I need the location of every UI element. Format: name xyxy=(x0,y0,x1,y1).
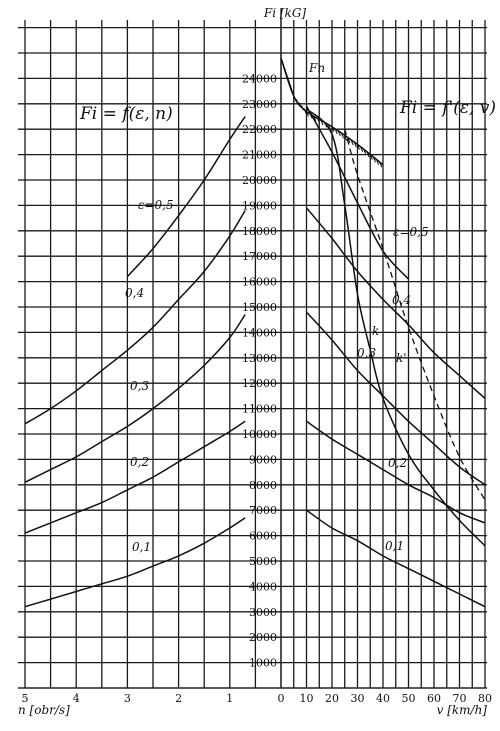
curve-k-prime-label: k' xyxy=(396,351,407,365)
right-x-tick-label: 10 xyxy=(299,692,314,705)
left-x-tick-label: 5 xyxy=(21,692,29,705)
left-x-tick-label: 2 xyxy=(175,692,183,705)
y-tick-label: 17000 xyxy=(242,250,277,264)
curve-k-prime xyxy=(345,129,485,500)
y-tick-label: 16000 xyxy=(242,275,277,289)
y-tick-label: 20000 xyxy=(242,174,277,187)
y-tick-label: 12000 xyxy=(242,377,277,391)
left-x-tick-label: 1 xyxy=(226,692,234,705)
right-x-tick-label: 20 xyxy=(325,692,339,705)
y-tick-label: 19000 xyxy=(242,199,277,213)
left-series-label: 0,1 xyxy=(132,540,152,554)
y-tick-label: 3000 xyxy=(249,605,277,619)
right-x-tick-label: 70 xyxy=(452,692,467,705)
right-formula: Fi = f'(ε, v) xyxy=(400,98,497,118)
left-x-tick-label: 3 xyxy=(123,692,131,705)
right-x-tick-label: 40 xyxy=(376,692,390,705)
left-x-axis-title: n [obr/s] xyxy=(18,703,70,717)
y-tick-label: 7000 xyxy=(249,504,277,518)
y-tick-label: 6000 xyxy=(249,529,277,543)
right-series-label: 0,3 xyxy=(357,346,377,360)
y-tick-label: 23000 xyxy=(242,97,277,111)
right-x-axis-title: v [km/h] xyxy=(436,703,487,717)
y-tick-label: 11000 xyxy=(242,402,277,416)
left-x-tick-label: 4 xyxy=(72,692,80,705)
left-series-label: 0,2 xyxy=(130,455,150,469)
left-series-0.1 xyxy=(25,518,245,607)
y-tick-label: 9000 xyxy=(249,453,277,467)
left-series-label: 0,4 xyxy=(125,286,145,300)
y-tick-label: 5000 xyxy=(249,555,277,568)
left-series-0.2 xyxy=(25,421,245,533)
right-x-tick-label: 0 xyxy=(277,692,285,705)
y-tick-label: 4000 xyxy=(249,580,277,594)
y-tick-label: 13000 xyxy=(242,351,277,365)
y-tick-label: 22000 xyxy=(242,123,277,137)
y-axis-title: Fi [kG] xyxy=(263,6,307,20)
left-series-0.5 xyxy=(127,117,245,277)
left-series-label: ε=0,5 xyxy=(138,198,174,212)
right-x-tick-label: 60 xyxy=(427,692,441,705)
right-series-label: ε=0,5 xyxy=(393,225,429,239)
adhesion-limit-label: Fn xyxy=(309,61,326,75)
right-x-tick-label: 80 xyxy=(478,692,492,705)
y-tick-label: 21000 xyxy=(242,148,277,162)
curve-k-label: k xyxy=(372,324,380,338)
chart-labels xyxy=(18,6,496,717)
right-x-tick-label: 30 xyxy=(350,692,365,705)
y-tick-label: 1000 xyxy=(249,656,277,670)
y-tick-label: 10000 xyxy=(242,428,277,441)
right-series-label: 0,2 xyxy=(388,456,408,470)
left-formula: Fi = f(ε, n) xyxy=(80,104,173,124)
y-tick-label: 14000 xyxy=(242,326,277,340)
right-series-label: 0,1 xyxy=(385,539,405,553)
y-tick-label: 8000 xyxy=(249,478,277,492)
y-tick-label: 15000 xyxy=(242,301,277,314)
right-series-label: 0,4 xyxy=(392,293,412,307)
y-tick-label: 2000 xyxy=(249,631,277,645)
y-tick-label: 24000 xyxy=(242,72,277,86)
right-x-tick-label: 50 xyxy=(401,692,416,705)
y-tick-label: 18000 xyxy=(242,224,277,238)
left-series-label: 0,3 xyxy=(130,379,150,393)
